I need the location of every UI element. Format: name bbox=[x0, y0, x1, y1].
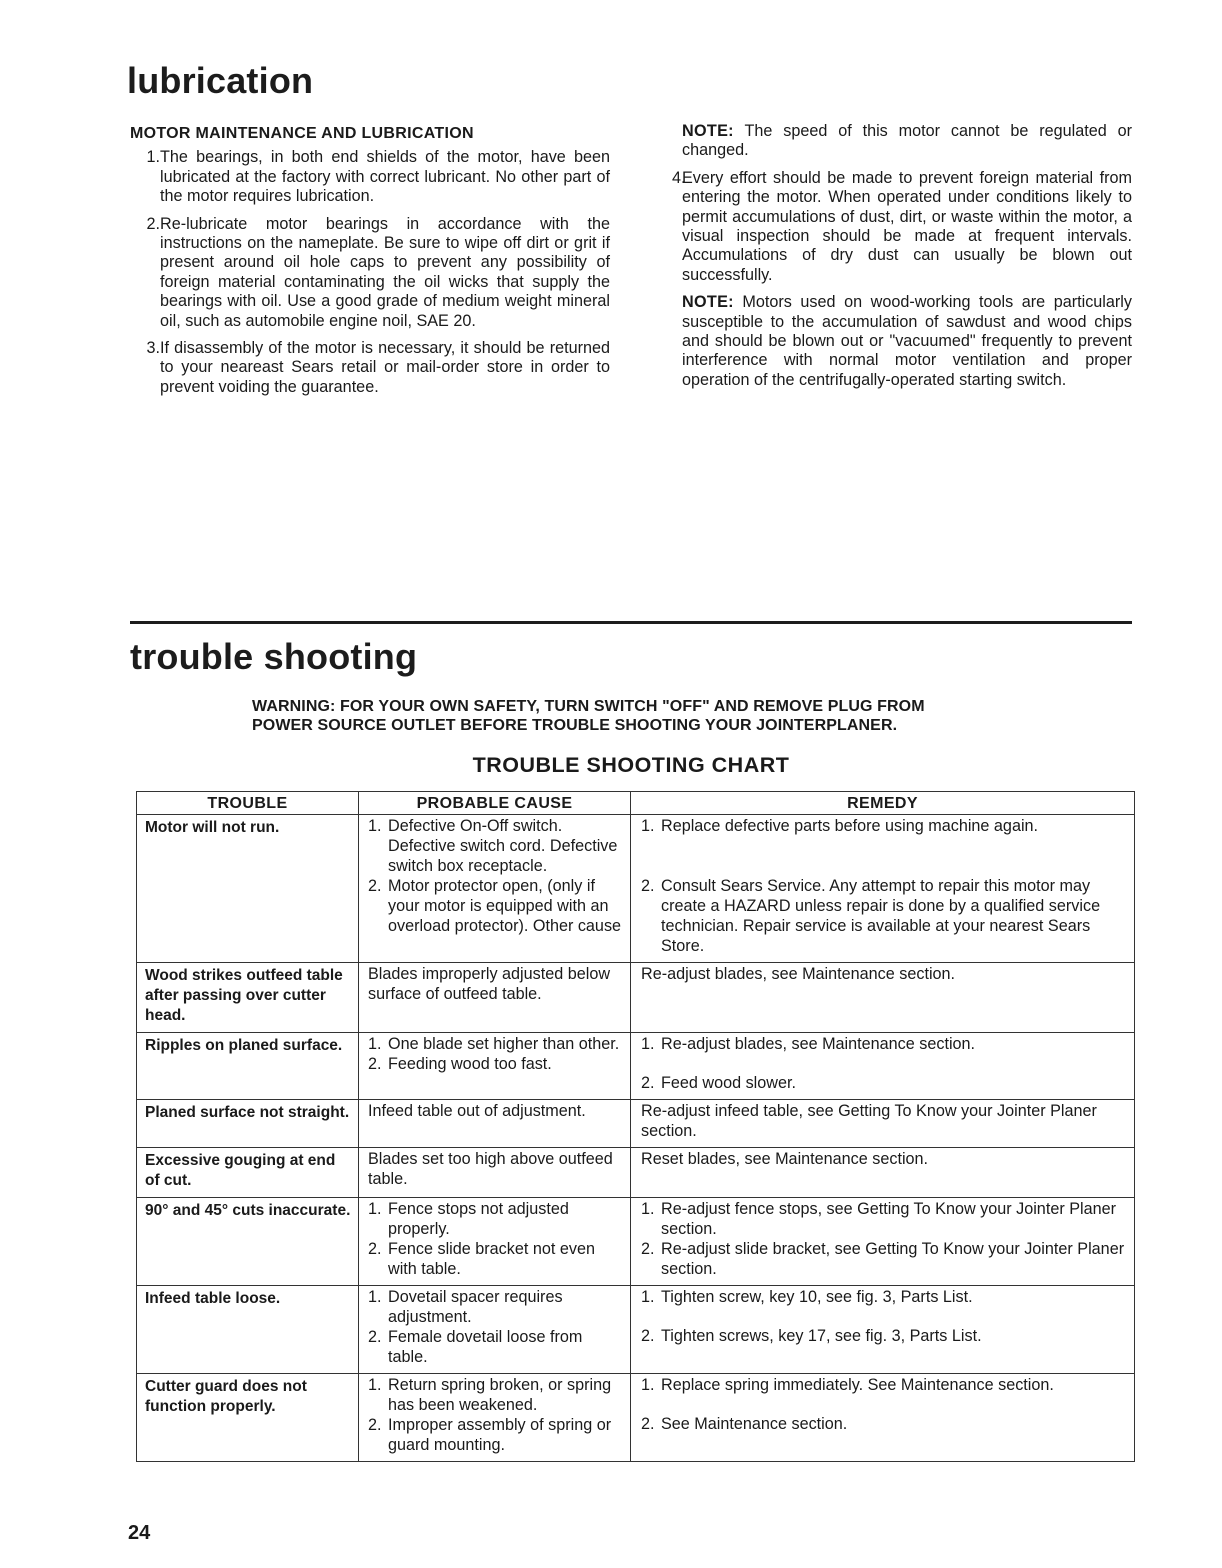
remedy-text: See Maintenance section. bbox=[661, 1415, 848, 1433]
cause-text: Motor protector open, (only if your motor is equipped with an overload protector). Other cause bbox=[388, 877, 622, 935]
cause-cell bbox=[359, 1033, 631, 1100]
remedy-item bbox=[641, 1239, 1130, 1279]
cause-text: One blade set higher than other. bbox=[388, 1035, 620, 1053]
remedy-text: Tighten screws, key 17, see fig. 3, Parts List. bbox=[661, 1327, 982, 1345]
cause-number: 2. bbox=[368, 1055, 382, 1073]
remedy-text: Re-adjust fence stops, see Getting To Know your Jointer Planer section. bbox=[661, 1200, 1116, 1238]
remedy-number: 1. bbox=[641, 1035, 655, 1053]
lubrication-right-column bbox=[672, 122, 1132, 398]
cause-number: 2. bbox=[368, 1240, 382, 1258]
cause-item bbox=[368, 1415, 626, 1455]
cause-cell: Blades improperly adjusted below surface of outfeed table. bbox=[359, 963, 631, 1033]
cause-text: Defective On-Off switch. Defective switch cord. Defective switch box receptacle. bbox=[388, 817, 618, 875]
remedy-item bbox=[641, 1034, 1130, 1054]
table-row bbox=[137, 1100, 1135, 1148]
item-text: The bearings, in both end shields of the motor, have been lubricated at the factory with correct lubricant. No other part of the motor requires lubrication. bbox=[160, 148, 610, 206]
cause-text: Fence stops not adjusted properly. bbox=[388, 1200, 569, 1238]
cause-text: Dovetail spacer requires adjustment. bbox=[388, 1288, 563, 1326]
table-row bbox=[137, 815, 1135, 963]
note-woodworking bbox=[672, 293, 1132, 390]
cause-text: Return spring broken, or spring has been weakened. bbox=[388, 1376, 612, 1414]
lubrication-item-1 bbox=[130, 148, 610, 206]
remedy-item bbox=[641, 1375, 1130, 1395]
cause-text: Fence slide bracket not even with table. bbox=[388, 1240, 595, 1278]
header-remedy: REMEDY bbox=[631, 792, 1135, 815]
remedy-cell bbox=[631, 815, 1135, 963]
cause-number: 2. bbox=[368, 1328, 382, 1346]
remedy-cell: Re-adjust blades, see Maintenance section. bbox=[631, 963, 1135, 1033]
table-header-row bbox=[137, 792, 1135, 815]
item-number: 3. bbox=[146, 339, 160, 358]
remedy-number: 2. bbox=[641, 1327, 655, 1345]
remedy-text: Replace spring immediately. See Maintenance section. bbox=[661, 1376, 1054, 1394]
item-text: Re-lubricate motor bearings in accordance with the instructions on the nameplate. Be sure to wipe off dirt or grit if present around oil hole caps to prevent any possibility of foreign material contaminating the oil wicks that supply the bearings with oil. Use a good grade of medium weight mineral oil, such as automobile engine noil, SAE 20. bbox=[160, 214, 610, 330]
lubrication-item-2 bbox=[130, 215, 610, 331]
cause-cell bbox=[359, 1374, 631, 1462]
remedy-item bbox=[641, 876, 1130, 956]
remedy-cell bbox=[631, 1374, 1135, 1462]
remedy-number: 2. bbox=[641, 1074, 655, 1092]
remedy-number: 2. bbox=[641, 1240, 655, 1258]
table-row bbox=[137, 963, 1135, 1033]
trouble-cell: Motor will not run. bbox=[137, 815, 359, 963]
remedy-item bbox=[641, 1326, 1130, 1346]
remedy-item bbox=[641, 1414, 1130, 1434]
item-number: 4. bbox=[672, 168, 686, 187]
trouble-cell: Wood strikes outfeed table after passing over cutter head. bbox=[137, 963, 359, 1033]
cause-number: 1. bbox=[368, 1035, 382, 1053]
cause-number: 1. bbox=[368, 1376, 382, 1394]
trouble-shooting-title: trouble shooting bbox=[130, 636, 418, 677]
remedy-number: 1. bbox=[641, 817, 655, 835]
cause-text: Female dovetail loose from table. bbox=[388, 1328, 583, 1366]
remedy-item bbox=[641, 1073, 1130, 1093]
cause-item bbox=[368, 876, 626, 936]
cause-number: 2. bbox=[368, 877, 382, 895]
item-number: 1. bbox=[146, 148, 160, 167]
cause-cell bbox=[359, 1198, 631, 1286]
remedy-cell bbox=[631, 1033, 1135, 1100]
trouble-cell: Ripples on planed surface. bbox=[137, 1033, 359, 1100]
remedy-item bbox=[641, 816, 1130, 836]
lubrication-item-4 bbox=[672, 169, 1132, 285]
item-text: If disassembly of the motor is necessary, it should be returned to your neareast Sears retail or mail-order store in order to prevent voiding the guarantee. bbox=[160, 339, 610, 396]
note-speed bbox=[672, 122, 1132, 161]
cause-number: 1. bbox=[368, 817, 382, 835]
cause-text: Feeding wood too fast. bbox=[388, 1055, 552, 1073]
cause-number: 1. bbox=[368, 1288, 382, 1306]
item-text: Every effort should be made to prevent foreign material from entering the motor. When operated under conditions likely to permit accumulations of dust, dirt, or waste within the motor, a visual inspection should be made at frequent intervals. Accumulations of dry dust can usually be blown out successfully. bbox=[682, 168, 1132, 284]
chart-title: TROUBLE SHOOTING CHART bbox=[472, 753, 790, 777]
remedy-cell bbox=[631, 1286, 1135, 1374]
header-trouble: TROUBLE bbox=[137, 792, 359, 815]
cause-text: Improper assembly of spring or guard mounting. bbox=[388, 1416, 612, 1454]
remedy-text: Feed wood slower. bbox=[661, 1074, 796, 1092]
cause-item bbox=[368, 1199, 626, 1239]
table-row bbox=[137, 1374, 1135, 1462]
cause-item bbox=[368, 816, 626, 876]
remedy-text: Consult Sears Service. Any attempt to repair this motor may create a HAZARD unless repair is done by a qualified service technician. Repair service is available at your nearest Sears Store. bbox=[661, 877, 1101, 955]
remedy-number: 2. bbox=[641, 1415, 655, 1433]
remedy-cell: Reset blades, see Maintenance section. bbox=[631, 1148, 1135, 1198]
cause-item bbox=[368, 1054, 626, 1074]
cause-item bbox=[368, 1287, 626, 1327]
note-text: The speed of this motor cannot be regulated or changed. bbox=[682, 122, 1132, 160]
remedy-text: Re-adjust blades, see Maintenance section. bbox=[661, 1035, 976, 1053]
remedy-number: 1. bbox=[641, 1200, 655, 1218]
remedy-text: Re-adjust slide bracket, see Getting To Know your Jointer Planer section. bbox=[661, 1240, 1125, 1278]
note-text: Motors used on wood-working tools are particularly susceptible to the accumulation of sawdust and wood chips and should be blown out or "vacuumed" frequently to prevent interference with normal motor ventilation and proper operation of the centrifugally-operated starting switch. bbox=[682, 293, 1132, 389]
remedy-number: 1. bbox=[641, 1376, 655, 1394]
remedy-cell bbox=[631, 1198, 1135, 1286]
cause-item bbox=[368, 1239, 626, 1279]
cause-number: 1. bbox=[368, 1200, 382, 1218]
remedy-cell: Re-adjust infeed table, see Getting To Know your Jointer Planer section. bbox=[631, 1100, 1135, 1148]
trouble-cell: Planed surface not straight. bbox=[137, 1100, 359, 1148]
page-number: 24 bbox=[128, 1522, 151, 1544]
lubrication-item-3 bbox=[130, 339, 610, 397]
note-label: NOTE: bbox=[682, 122, 734, 140]
cause-cell: Infeed table out of adjustment. bbox=[359, 1100, 631, 1148]
table-row bbox=[137, 1198, 1135, 1286]
table-row bbox=[137, 1286, 1135, 1374]
cause-cell: Blades set too high above outfeed table. bbox=[359, 1148, 631, 1198]
cause-item bbox=[368, 1375, 626, 1415]
warning-line-2: POWER SOURCE OUTLET BEFORE TROUBLE SHOOTING YOUR JOINTERPLANER. bbox=[252, 717, 898, 734]
remedy-number: 2. bbox=[641, 877, 655, 895]
note-label: NOTE: bbox=[682, 293, 734, 312]
remedy-item bbox=[641, 1199, 1130, 1239]
table-row bbox=[137, 1148, 1135, 1198]
cause-item bbox=[368, 1327, 626, 1367]
trouble-shooting-table bbox=[136, 791, 1135, 1462]
cause-cell bbox=[359, 1286, 631, 1374]
motor-maintenance-subheading: MOTOR MAINTENANCE AND LUBRICATION bbox=[130, 125, 474, 142]
cause-cell bbox=[359, 815, 631, 963]
item-number: 2. bbox=[146, 214, 160, 233]
trouble-cell: Excessive gouging at end of cut. bbox=[137, 1148, 359, 1198]
section-divider bbox=[130, 621, 1132, 624]
cause-item bbox=[368, 1034, 626, 1054]
lubrication-title: lubrication bbox=[127, 60, 314, 101]
remedy-item bbox=[641, 1287, 1130, 1307]
cause-number: 2. bbox=[368, 1416, 382, 1434]
table-row bbox=[137, 1033, 1135, 1100]
safety-warning bbox=[252, 697, 1052, 735]
lubrication-left-column bbox=[130, 124, 610, 405]
trouble-cell: Infeed table loose. bbox=[137, 1286, 359, 1374]
warning-line-1: WARNING: FOR YOUR OWN SAFETY, TURN SWITCH "OFF" AND REMOVE PLUG FROM bbox=[252, 698, 925, 715]
trouble-cell: Cutter guard does not function properly. bbox=[137, 1374, 359, 1462]
remedy-number: 1. bbox=[641, 1288, 655, 1306]
remedy-text: Replace defective parts before using machine again. bbox=[661, 817, 1039, 835]
header-probable-cause: PROBABLE CAUSE bbox=[359, 792, 631, 815]
trouble-cell: 90° and 45° cuts inaccurate. bbox=[137, 1198, 359, 1286]
remedy-text: Tighten screw, key 10, see fig. 3, Parts List. bbox=[661, 1288, 973, 1306]
